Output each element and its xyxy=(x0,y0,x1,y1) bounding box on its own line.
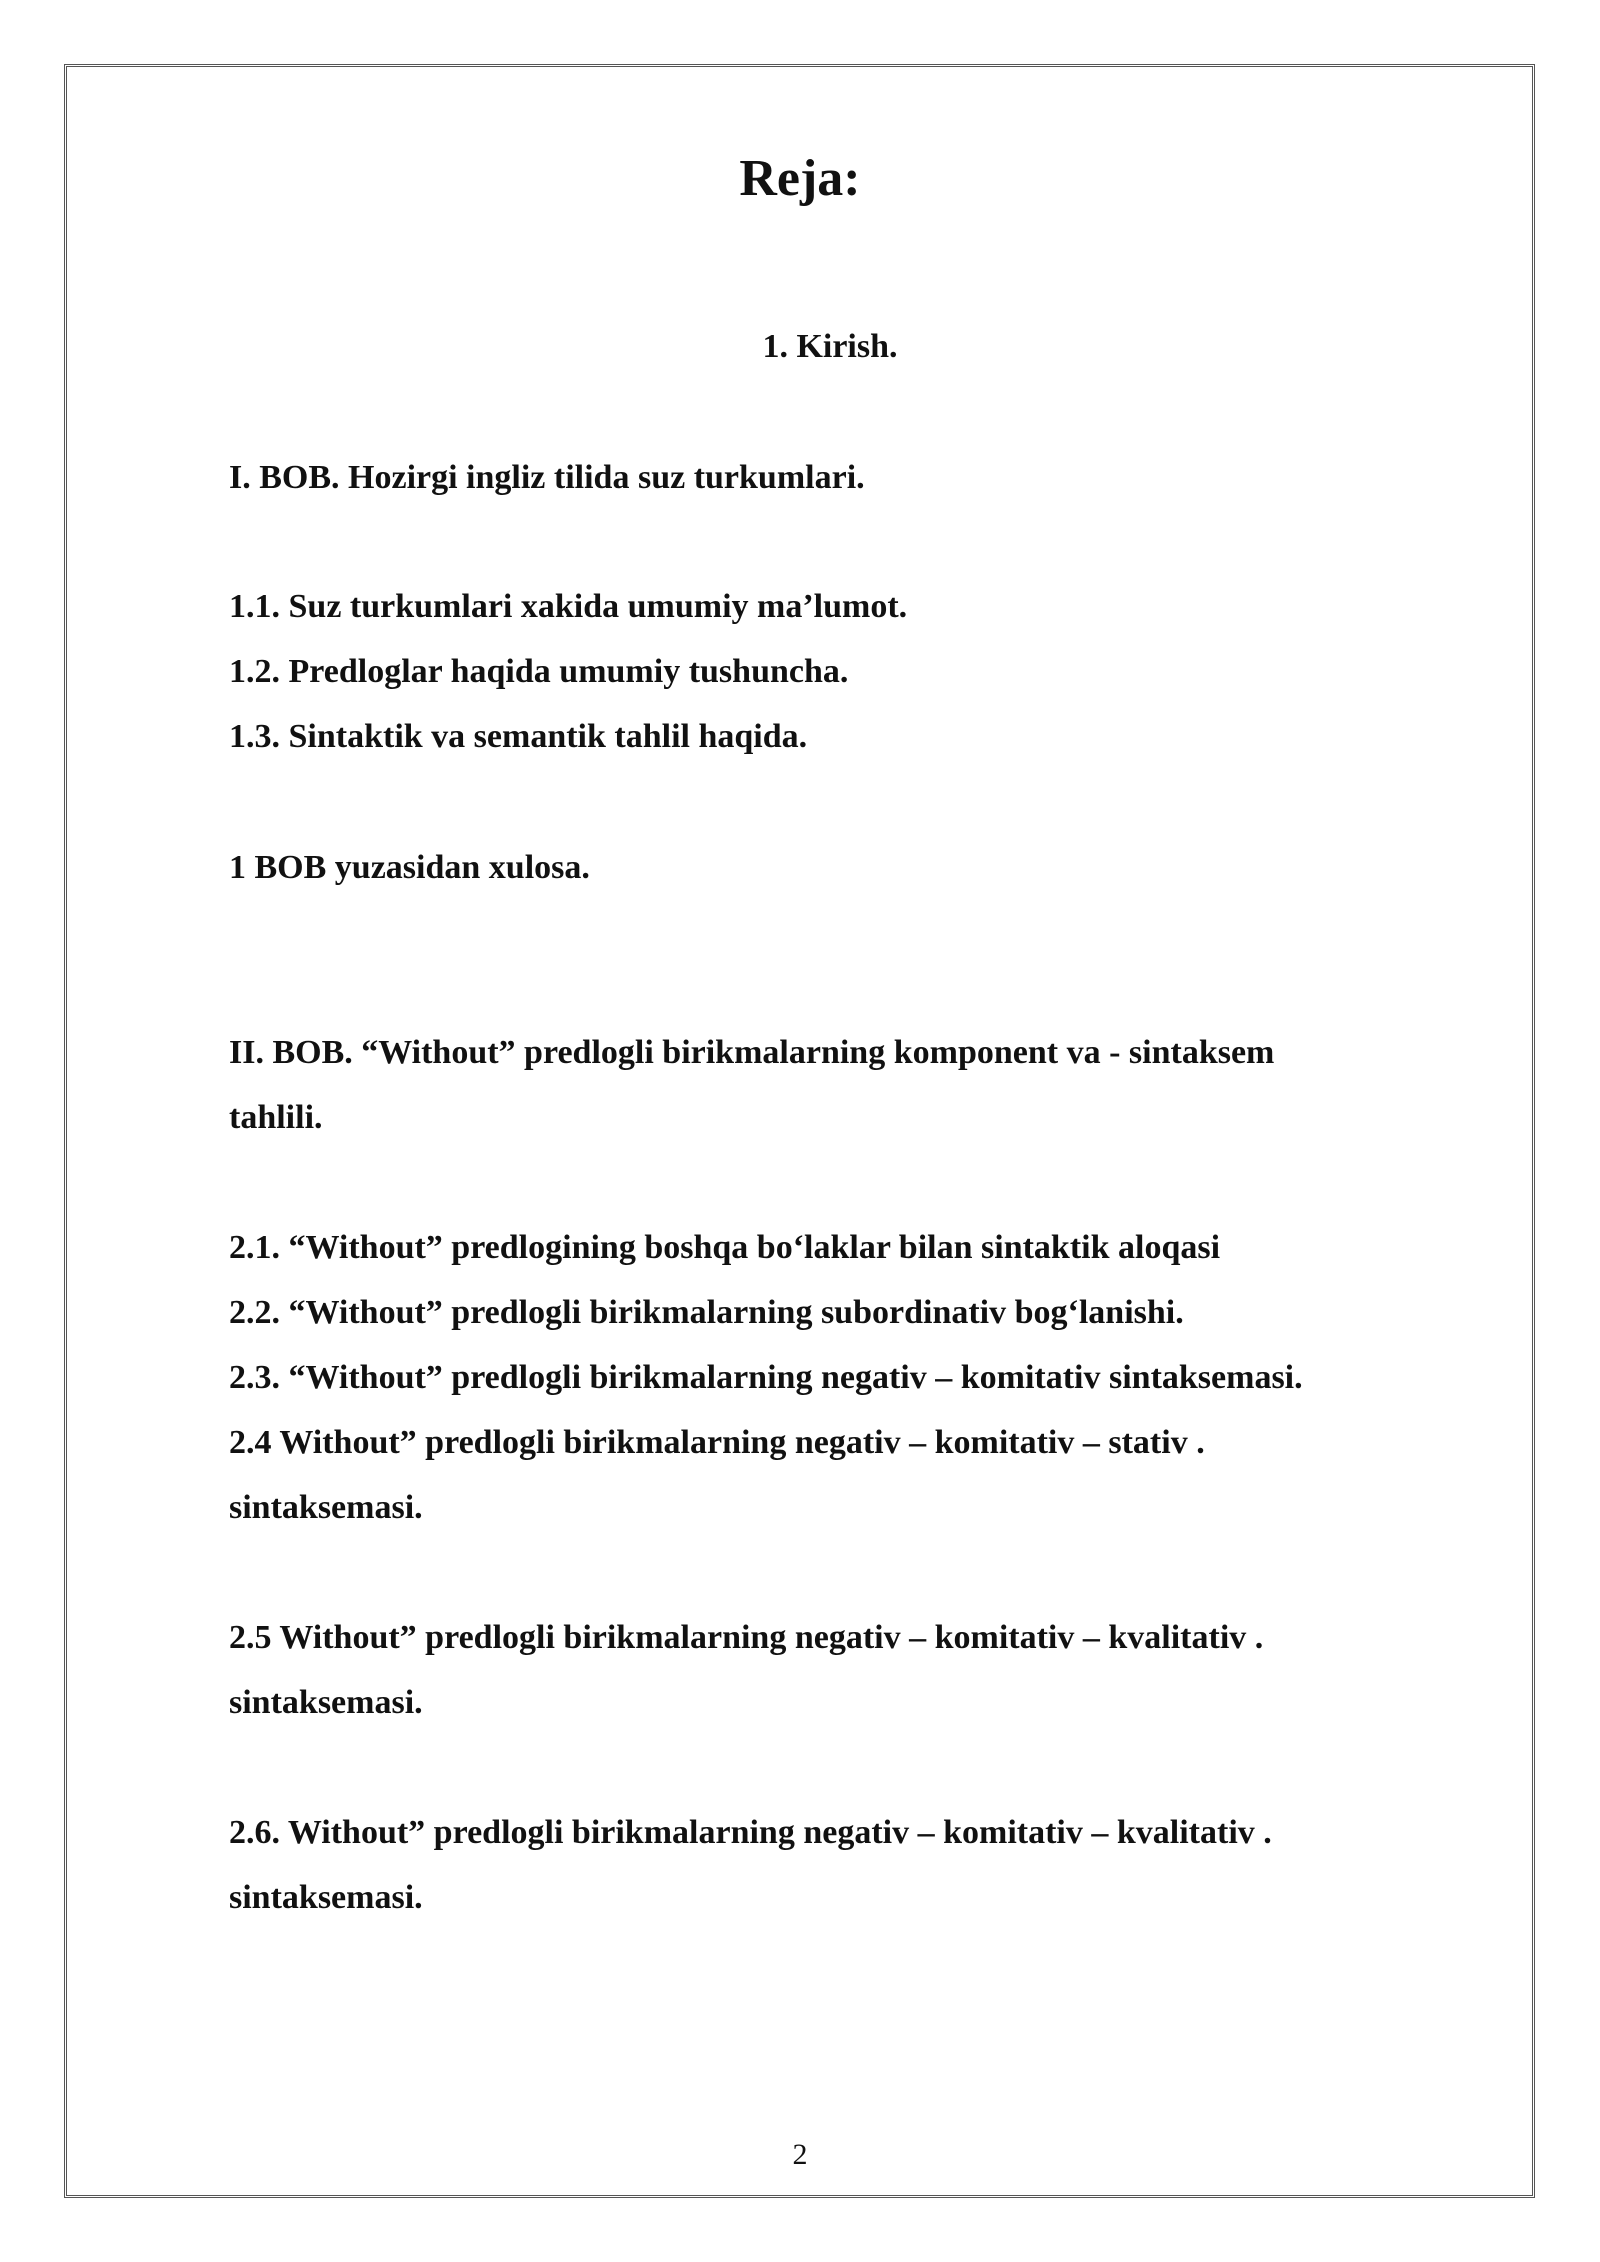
chapter2-item-2-4-cont: sintaksemasi. xyxy=(229,1489,423,1526)
chapter2-item-2-6-cont: sintaksemasi. xyxy=(229,1879,423,1916)
chapter1-heading: I. BOB. Hozirgi ingliz tilida suz turkumlari. xyxy=(229,459,865,496)
page-title: Reja: xyxy=(739,150,861,207)
chapter2-item-2-5: 2.5 Without” predlogli birikmalarning negativ – komitativ – kvalitativ . xyxy=(229,1619,1264,1656)
intro-item: 1. Kirish. xyxy=(762,328,898,365)
chapter2-heading-line1: II. BOB. “Without” predlogli birikmalarning komponent va - sintaksem xyxy=(229,1034,1275,1071)
chapter1-item-1-3: 1.3. Sintaktik va semantik tahlil haqida. xyxy=(229,718,808,755)
chapter2-item-2-6: 2.6. Without” predlogli birikmalarning negativ – komitativ – kvalitativ . xyxy=(229,1814,1272,1851)
chapter2-item-2-3: 2.3. “Without” predlogli birikmalarning negativ – komitativ sintaksemasi. xyxy=(229,1359,1303,1396)
page-number: 2 xyxy=(792,2138,808,2171)
chapter2-item-2-1: 2.1. “Without” predlogining boshqa bo‘laklar bilan sintaktik aloqasi xyxy=(229,1229,1221,1266)
chapter2-item-2-2: 2.2. “Without” predlogli birikmalarning subordinativ bog‘lanishi. xyxy=(229,1294,1184,1331)
chapter1-item-1-2: 1.2. Predloglar haqida umumiy tushuncha. xyxy=(229,653,849,690)
chapter2-item-2-5-cont: sintaksemasi. xyxy=(229,1684,423,1721)
chapter1-item-1-1: 1.1. Suz turkumlari xakida umumiy ma’lumot. xyxy=(229,588,908,625)
chapter1-conclusion: 1 BOB yuzasidan xulosa. xyxy=(229,849,590,886)
chapter2-heading-line2: tahlili. xyxy=(229,1099,323,1136)
chapter2-item-2-4: 2.4 Without” predlogli birikmalarning negativ – komitativ – stativ . xyxy=(229,1424,1205,1461)
